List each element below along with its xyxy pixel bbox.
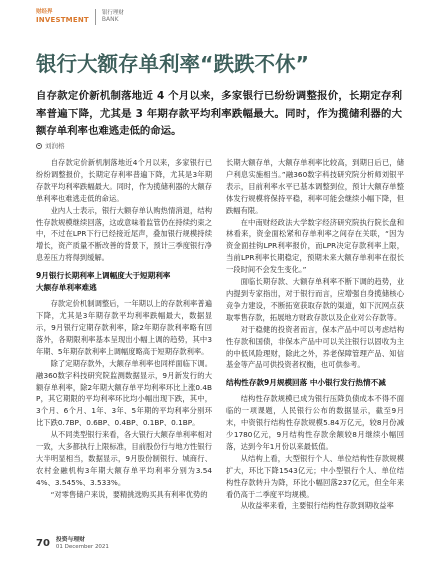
subheading-line: 大额存单利率难逃 [36,283,97,293]
paragraph: 业内人士表示，银行大额存单认购热情消退，结构性存款规模继续回落，这或意味着监管仍在持续约束之中，不过在LPR下行已经接近尾声，叠加银行规模持续增长，资产质量不断改善的背景下，预计三季度银行净息差压力将得到缓解。 [36,205,212,263]
author-line [36,141,65,150]
issue-date: 01 December 2021 [55,543,109,550]
magazine-brand [36,10,89,24]
author-icon [36,143,42,149]
paragraph: 除了定期存款外，大额存单利率也同样面临下调。融360数字科技研究院监测数据显示，9月新发行的大额存单利率，除2年期大额存单平均利率环比上涨0.4BP，其它期限的平均利率环比均小幅出现下跌，其中，3个月、6个月、1年、3年、5年期的平均利率分别环比下跌0.7BP、0.6BP、0.4BP、0.1BP、0.1BP。 [36,358,212,428]
section-subheading: 结构性存款9月规模回落 中小银行发行热情不减 [226,378,386,388]
paragraph: 对于稳健的投资者而言，保本产品中可以考虑结构性存款和国债，非保本产品中可以关注银行以固收为主的中低风险理财，除此之外，养老保障管理产品、知信基金等产品可供投资者权衡，也可供参考。 [226,324,404,370]
right-column [226,157,404,531]
paragraph: 结构性存款规模已成为银行压降负债成本不得不面临的一项课题，人民银行公布的数据显示，截至9月末，中资银行结构性存款规模5.84万亿元，较8月份减少1780亿元，9月结构性存款余额较8月继续小幅回落，达到今年1月份以来最低值。 [226,394,404,451]
brand-cn: 财经界 [36,9,53,16]
paragraph: 面临长期存款、大额存单利率不断下调的趋势，业内提到专家指出，对于银行而言，应增强自身揽储核心竞争力建设，不断拓宽获取存款的渠道，如下沉网点获取零售存款，拓展地方财政存款以及企业对公存款等。 [226,277,404,322]
author-name: 刘润榕 [45,142,65,150]
paragraph: 从结构上看，大型银行个人、单位结构性存款规模扩大，环比下降1543亿元；中小型银行个人、单位结构性存款转升为降，环比小幅回落237亿元，但全年来看仍高于二季度平均规模。 [226,453,404,499]
article-title: 银行大额存单利率“跌跌不休” [36,52,309,76]
paragraph: 从收益率来看，主要银行结构性存款到期收益率 [240,501,394,511]
page-footer [36,537,109,550]
paragraph: 在中南财经政法大学数字经济研究院执行院长盘和林看来，资金面松紧和存单利率之间存在关联，“因为资金面挂钩LPR利率报价，而LPR决定存款利率上限，当前LPR利率长期稳定，预期未来大额存单利率在很长一段时间不会发生变化。” [226,217,404,275]
footer-meta [56,537,109,550]
section-subheading [36,270,212,294]
paragraph: “对零售储户来说，要精挑选购买具有利率优势的 [50,489,208,499]
paragraph-continued: 长期大额存单，大额存单利率比较高，到期日后已，储户利息实施相当。”融360数字科技研究院分析师刘银平表示，目前利率水平已基本调整到位，预计大额存单整体发行规模将保持平稳，利率可能会继续小幅下降，但跌幅有限。 [226,158,404,215]
brand-en: INVESTMENT [36,15,89,24]
article-lead: 自存款定价新机制落地近 4 个月以来，多家银行已纷纷调整报价，长期定存利率普遍下降，尤其是 3 年期存款平均利率跌幅最大。同时，作为揽储利器的大额存单利率也难逃走低的命运。 [36,90,402,137]
paragraph: 存款定价机制调整后，一年期以上的存款利率普遍下降，尤其是3年期存款平均利率跌幅最大，数据显示，9月银行定期存款利率，除2年期存款利率略有回落外，各期限利率基本呈现出小幅上调的趋势，其中3年期、5年期存款利率上调幅度略高于短期存款利率。 [36,299,212,356]
section-label [102,11,124,24]
left-column [36,157,212,531]
subheading-line: 9月银行长期利率上调幅度大于短期利率 [36,271,171,281]
section-cn: 银行理财 [101,9,124,16]
page-number: 70 [36,537,50,549]
section-en: BANK [101,16,119,24]
magazine-name: 投资与理财 [55,537,85,543]
paragraph: 自存款定价新机制落地近4个月以来，多家银行已纷纷调整报价，长期定存利率普遍下降，尤其是3年期存款平均利率跌幅最大。同时，作为揽储利器的大额存单利率也难逃走低的命运。 [36,158,212,203]
header-divider [95,9,96,25]
page-header [36,9,124,25]
paragraph: 从不同类型银行来看，各大银行大额存单利率相对一致，大多都执行上限标准，目前股份行与地方性银行大半明显相当，数据显示，9月股份制银行、城商行、农村金融机构3年期大额存单平均利率分别为3.544%、3.545%、3.533%。 [36,430,212,487]
